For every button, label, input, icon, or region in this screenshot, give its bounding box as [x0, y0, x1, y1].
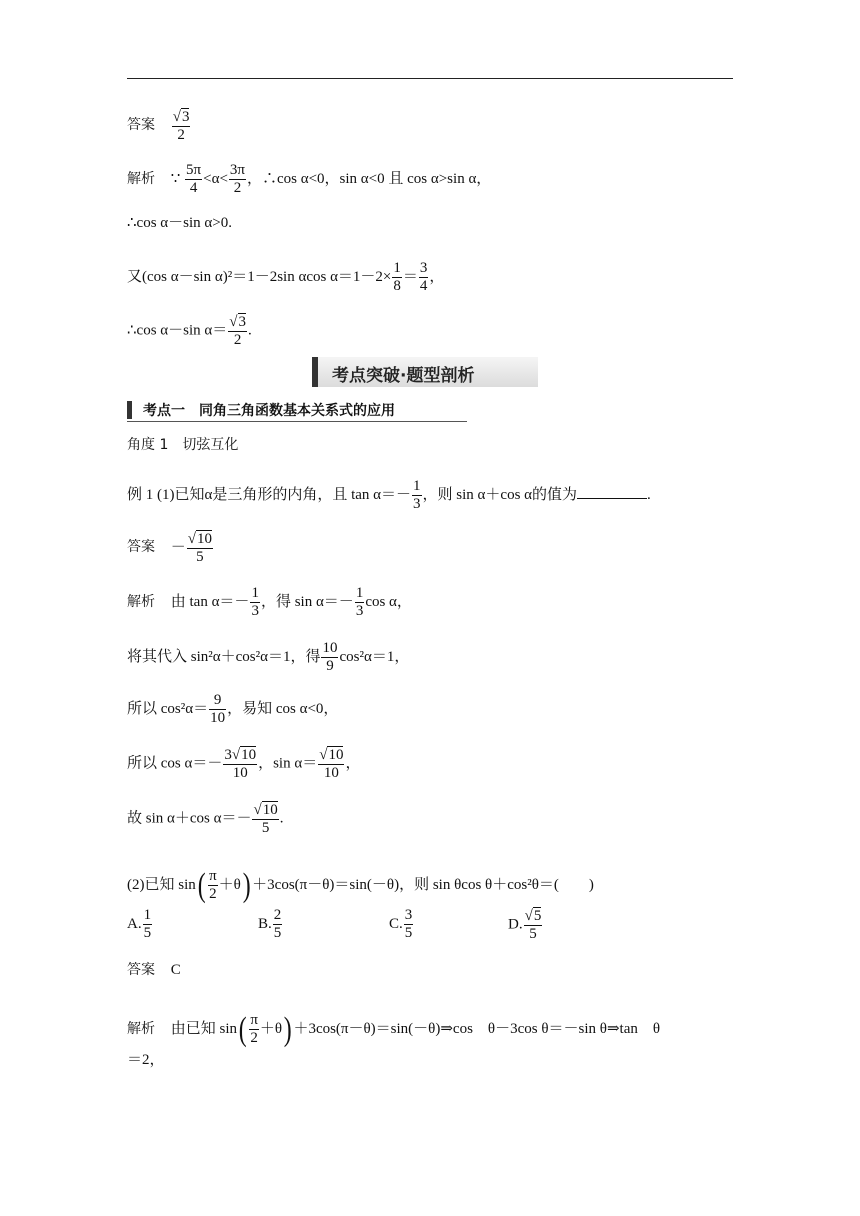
fraction: $\frac{1}{3}$ — [355, 585, 364, 619]
banner-title: 考点突破·题型剖析 — [332, 366, 475, 386]
answer-label: 答案 — [127, 539, 155, 556]
analysis-ex2-line-2: ＝2， — [127, 1052, 165, 1068]
answer-blank — [577, 484, 647, 499]
analysis-line-3: 又(cos α－sin α)²＝1－2sin αcos α＝1－2× $\frac{1}{8}$ ＝ $\frac{3}{4}$ ， — [127, 260, 445, 294]
analysis-line-2: ∴cos α－sin α>0. — [127, 215, 232, 231]
analysis-ex1-line-3: 所以 cos²α＝ $\frac{9}{10}$ ，易知 cos α<0， — [127, 692, 339, 726]
fraction: $\frac{3\pi}{2}$ — [229, 162, 245, 196]
analysis-ex2-line-1: 解析 由已知 sin( $\frac{\pi}{2}$ ＋θ) ＋3cos(π－θ)＝sin(－θ)⇒cos θ－3cos θ＝－sin θ⇒tan θ — [127, 1010, 661, 1048]
fraction: $\frac{√3}{2}$ — [229, 314, 246, 348]
analysis-ex1-line-5: 故 sin α＋cos α＝－ $\frac{√10}{5}$ . — [127, 802, 284, 836]
answer-label: 答案 — [127, 962, 155, 978]
analysis-ex1-line-1: 解析 由 tan α＝－ $\frac{1}{3}$ ，得 sin α＝－ $\frac{1}{3}$ cos α， — [127, 585, 412, 619]
header-rule — [127, 78, 733, 79]
option-a[interactable]: A. $\frac{1}{5}$ — [127, 907, 152, 941]
analysis-label: 解析 — [127, 1020, 155, 1037]
section-bar — [127, 401, 132, 419]
fraction: $\frac{1}{3}$ — [251, 585, 259, 619]
analysis-line-1: 解析 ∵ $\frac{5\pi}{4}$ <α< $\frac{3\pi}{2}$ ，∴cos α<0，sin α<0 且 cos α>sin α， — [127, 162, 492, 196]
fraction: $\frac{2}{5}$ — [273, 907, 282, 941]
section-title: 考点一 同角三角函数基本关系式的应用 — [143, 403, 395, 419]
option-c[interactable]: C. $\frac{3}{5}$ — [389, 907, 413, 941]
analysis-ex1-line-4: 所以 cos α＝－ $\frac{3√10}{10}$ ，sin α＝ $\frac{√10}{10}$ ， — [127, 747, 361, 781]
analysis-label: 解析 — [127, 170, 155, 187]
option-b[interactable]: B. $\frac{2}{5}$ — [258, 907, 282, 941]
fraction: $\frac{√5}{5}$ — [524, 908, 542, 942]
fraction: $\frac{3√10}{10}$ — [224, 747, 257, 781]
fraction: $\frac{√10}{5}$ — [253, 802, 278, 836]
fraction: $\frac{10}{9}$ — [322, 640, 338, 674]
fraction: $\frac{3}{4}$ — [419, 260, 428, 294]
fraction: $\frac{\pi}{2}$ — [250, 1012, 258, 1046]
example-1-question: 例 1 (1)已知α是三角形的内角，且 tan α＝－ $\frac{1}{3}$ ，则 sin α＋cos α的值为 . — [127, 478, 651, 512]
answer-line-3 — [127, 960, 181, 980]
answer-label: 答案 — [127, 117, 155, 134]
answer-line-1 — [127, 108, 191, 144]
fraction: $\frac{1}{8}$ — [393, 260, 401, 294]
angle-heading: 角度 1 切弦互化 — [127, 437, 239, 453]
fraction: $\frac{√10}{10}$ — [319, 747, 344, 781]
analysis-label: 解析 — [127, 593, 155, 610]
section-heading — [127, 399, 467, 422]
fraction: $\frac{\pi}{2}$ — [209, 868, 217, 902]
example-1-question-2: (2)已知 sin( $\frac{\pi}{2}$ ＋θ) ＋3cos(π－θ)＝sin(－θ)，则 sin θcos θ＋cos²θ＝( ) — [127, 866, 594, 904]
fraction: $\frac{9}{10}$ — [210, 692, 226, 726]
fraction: $\frac{1}{5}$ — [143, 907, 152, 941]
option-d[interactable]: D. $\frac{√5}{5}$ — [508, 908, 542, 942]
fraction: $\frac{√10}{5}$ — [187, 531, 212, 565]
answer-line-2: 答案 － $\frac{√10}{5}$ — [127, 531, 212, 565]
analysis-ex1-line-2: 将其代入 sin²α＋cos²α＝1，得 $\frac{10}{9}$ cos²α＝1， — [127, 640, 410, 674]
answer-value: C — [170, 962, 181, 978]
fraction: $\frac{√3}{2}$ — [172, 109, 190, 143]
fraction: $\frac{3}{5}$ — [404, 907, 413, 941]
fraction: $\frac{1}{3}$ — [413, 478, 421, 512]
section-banner — [312, 357, 538, 387]
fraction: $\frac{5\pi}{4}$ — [186, 162, 202, 196]
analysis-line-4: ∴cos α－sin α＝ $\frac{√3}{2}$ . — [127, 314, 252, 348]
